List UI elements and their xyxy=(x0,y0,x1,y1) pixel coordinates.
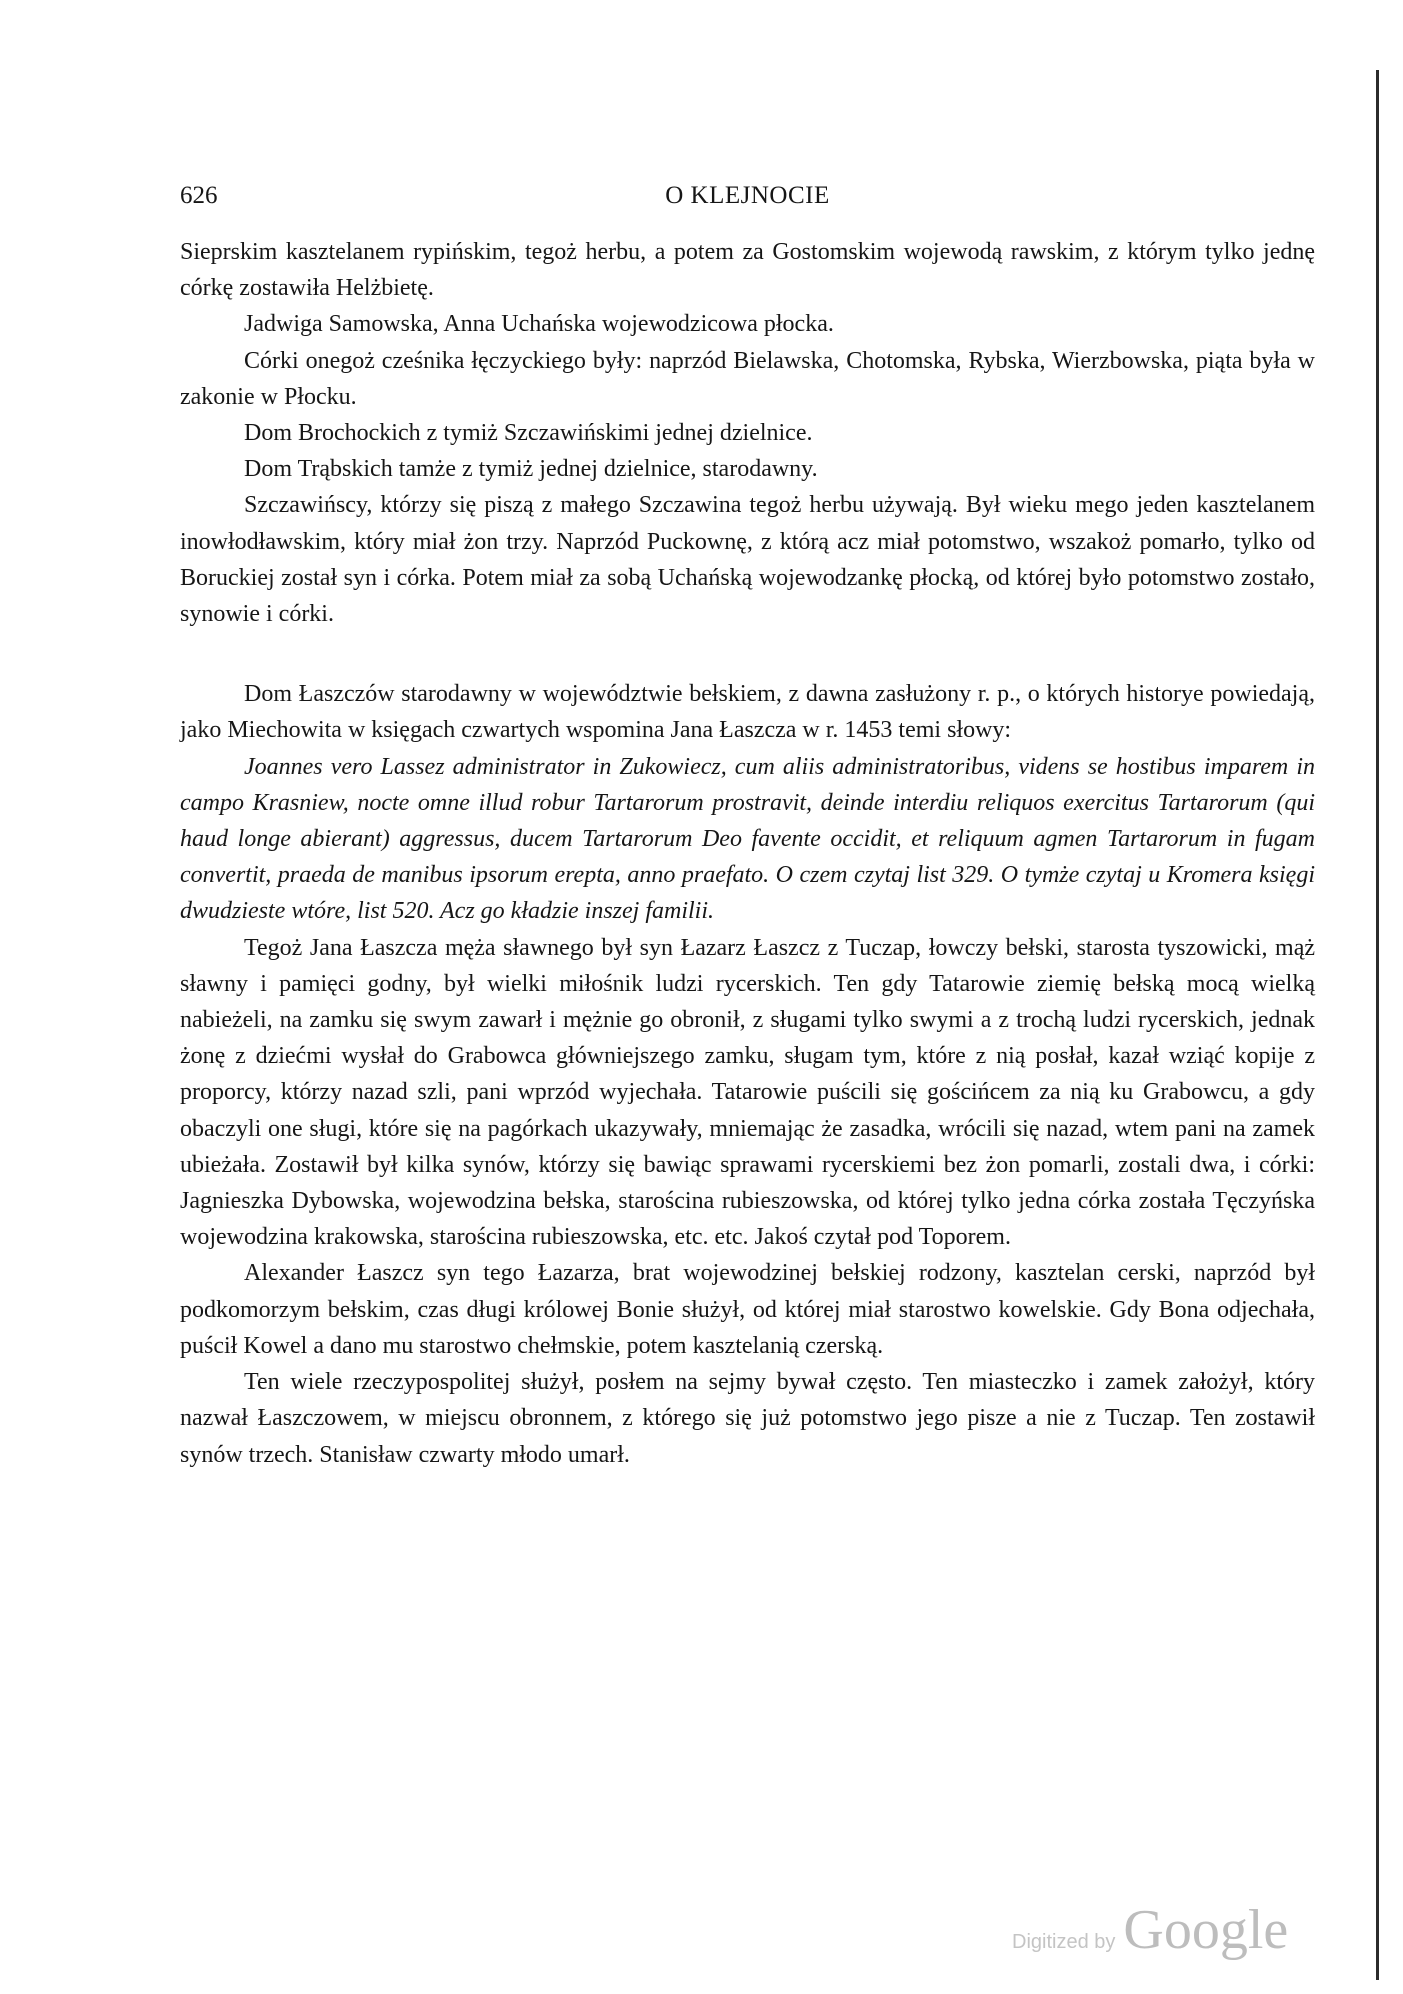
paragraph: Córki onegoż cześnika łęczyckiego były: naprzód Bielawska, Chotomska, Rybska, Wierzbowska, piąta była w zakonie w Płocku. xyxy=(180,347,1315,410)
paragraph: Jadwiga Samowska, Anna Uchańska wojewodzicowa płocka. xyxy=(244,311,834,338)
page-header xyxy=(180,182,1315,218)
page-number: 626 xyxy=(180,182,218,209)
digitized-by-label: Digitized by xyxy=(1012,1931,1116,1953)
paragraph: Dom Łaszczów starodawny w województwie bełskiem, z dawna zasłużony r. p., o których historye powiedają, jako Miechowita w księgach czwartych wspomina Jana Łaszcza w r. 1453 temi słowy: xyxy=(180,681,1315,744)
latin-quotation: Joannes vero Lassez administrator in Zukowiecz, cum aliis administratoribus, videns se hostibus imparem in campo Krasniew, nocte omne illud robur Tartarorum prostravit, deinde interdiu reliquos exercitus Tartarorum (qui haud longe abierant) aggressus, ducem Tartarorum Deo favente occidit, et reliquum agmen Tartarorum in fugam convertit, praeda de manibus ipsorum erepta, anno praefato. O czem czytaj list 329. O tymże czytaj u Kromera księgi dwudzieste wtóre, list 520. Acz go kładzie inszej familii. xyxy=(180,753,1315,925)
paragraph: Tegoż Jana Łaszcza męża sławnego był syn Łazarz Łaszcz z Tuczap, łowczy bełski, starosta tyszowicki, mąż sławny i pamięci godny, był wielki miłośnik ludzi rycerskich. Ten gdy Tatarowie ziemię bełską mocą wielką nabieżeli, na zamku się swym zawarł i mężnie go obronił, z sługami tylko swymi a z trochą ludzi rycerskich, jednak żonę z dziećmi wysłał do Grabowca główniejszego zamku, sługam tym, które z nią posłał, kazał wziąć kopije z proporcy, którzy nazad szli, pani wprzód wyjechała. Tatarowie puścili się gościńcem za nią ku Grabowcu, a gdy obaczyli one sługi, które się na pagórkach ukazywały, mniemając że zasadka, wrócili się nazad, wtem pani na zamek ubieżała. Zostawił był kilka synów, którzy się bawiąc sprawami rycerskiemi bez żon pomarli, zostali dwa, i córki: Jagnieszka Dybowska, wojewodzina bełska, starościna rubieszowska, od której tylko jedna córka została Tęczyńska wojewodzina krakowska, starościna rubieszowska, etc. etc. Jakoś czytał pod Toporem. xyxy=(180,934,1315,1251)
paragraph: Alexander Łaszcz syn tego Łazarza, brat wojewodzinej bełskiej rodzony, kasztelan cerski, naprzód był podkomorzym bełskim, czas długi królowej Bonie służył, od której miał starostwo kowelskie. Gdy Bona odjechała, puścił Kowel a dano mu starostwo chełmskie, potem kasztelanią czerską. xyxy=(180,1260,1315,1359)
paragraph-continuation: Sieprskim kasztelanem rypińskim, tegoż herbu, a potem za Gostomskim wojewodą rawskim, z którym tylko jednę córkę zostawiła Helżbietę. xyxy=(180,239,1315,302)
google-logo: Google xyxy=(1123,1899,1289,1961)
paragraph: Dom Brochockich z tymiż Szczawińskimi jednej dzielnice. xyxy=(244,420,813,447)
paragraph: Ten wiele rzeczypospolitej służył, posłem na sejmy bywał często. Ten miasteczko i zamek założył, który nazwał Łaszczowem, w miejscu obronnem, z którego się już potomstwo jego pisze a nie z Tuczap. Ten zostawił synów trzech. Stanisław czwarty młodo umarł. xyxy=(180,1369,1315,1468)
running-head: O KLEJNOCIE xyxy=(665,182,830,209)
paragraph: Szczawińscy, którzy się piszą z małego Szczawina tegoż herbu używają. Był wieku mego jeden kasztelanem inowłodławskim, który miał żon trzy. Naprzód Puckownę, z którą acz miał potomstwo, wszakoż pomarło, tylko od Boruckiej został syn i córka. Potem miał za sobą Uchańską wojewodzankę płocką, od której było potomstwo zostało, synowie i córki. xyxy=(180,492,1315,628)
page-body xyxy=(180,234,1315,1473)
page-edge-line xyxy=(1376,70,1379,1980)
digitized-watermark xyxy=(1012,1898,1289,1961)
paragraph: Dom Trąbskich tamże z tymiż jednej dzielnice, starodawny. xyxy=(244,456,818,483)
